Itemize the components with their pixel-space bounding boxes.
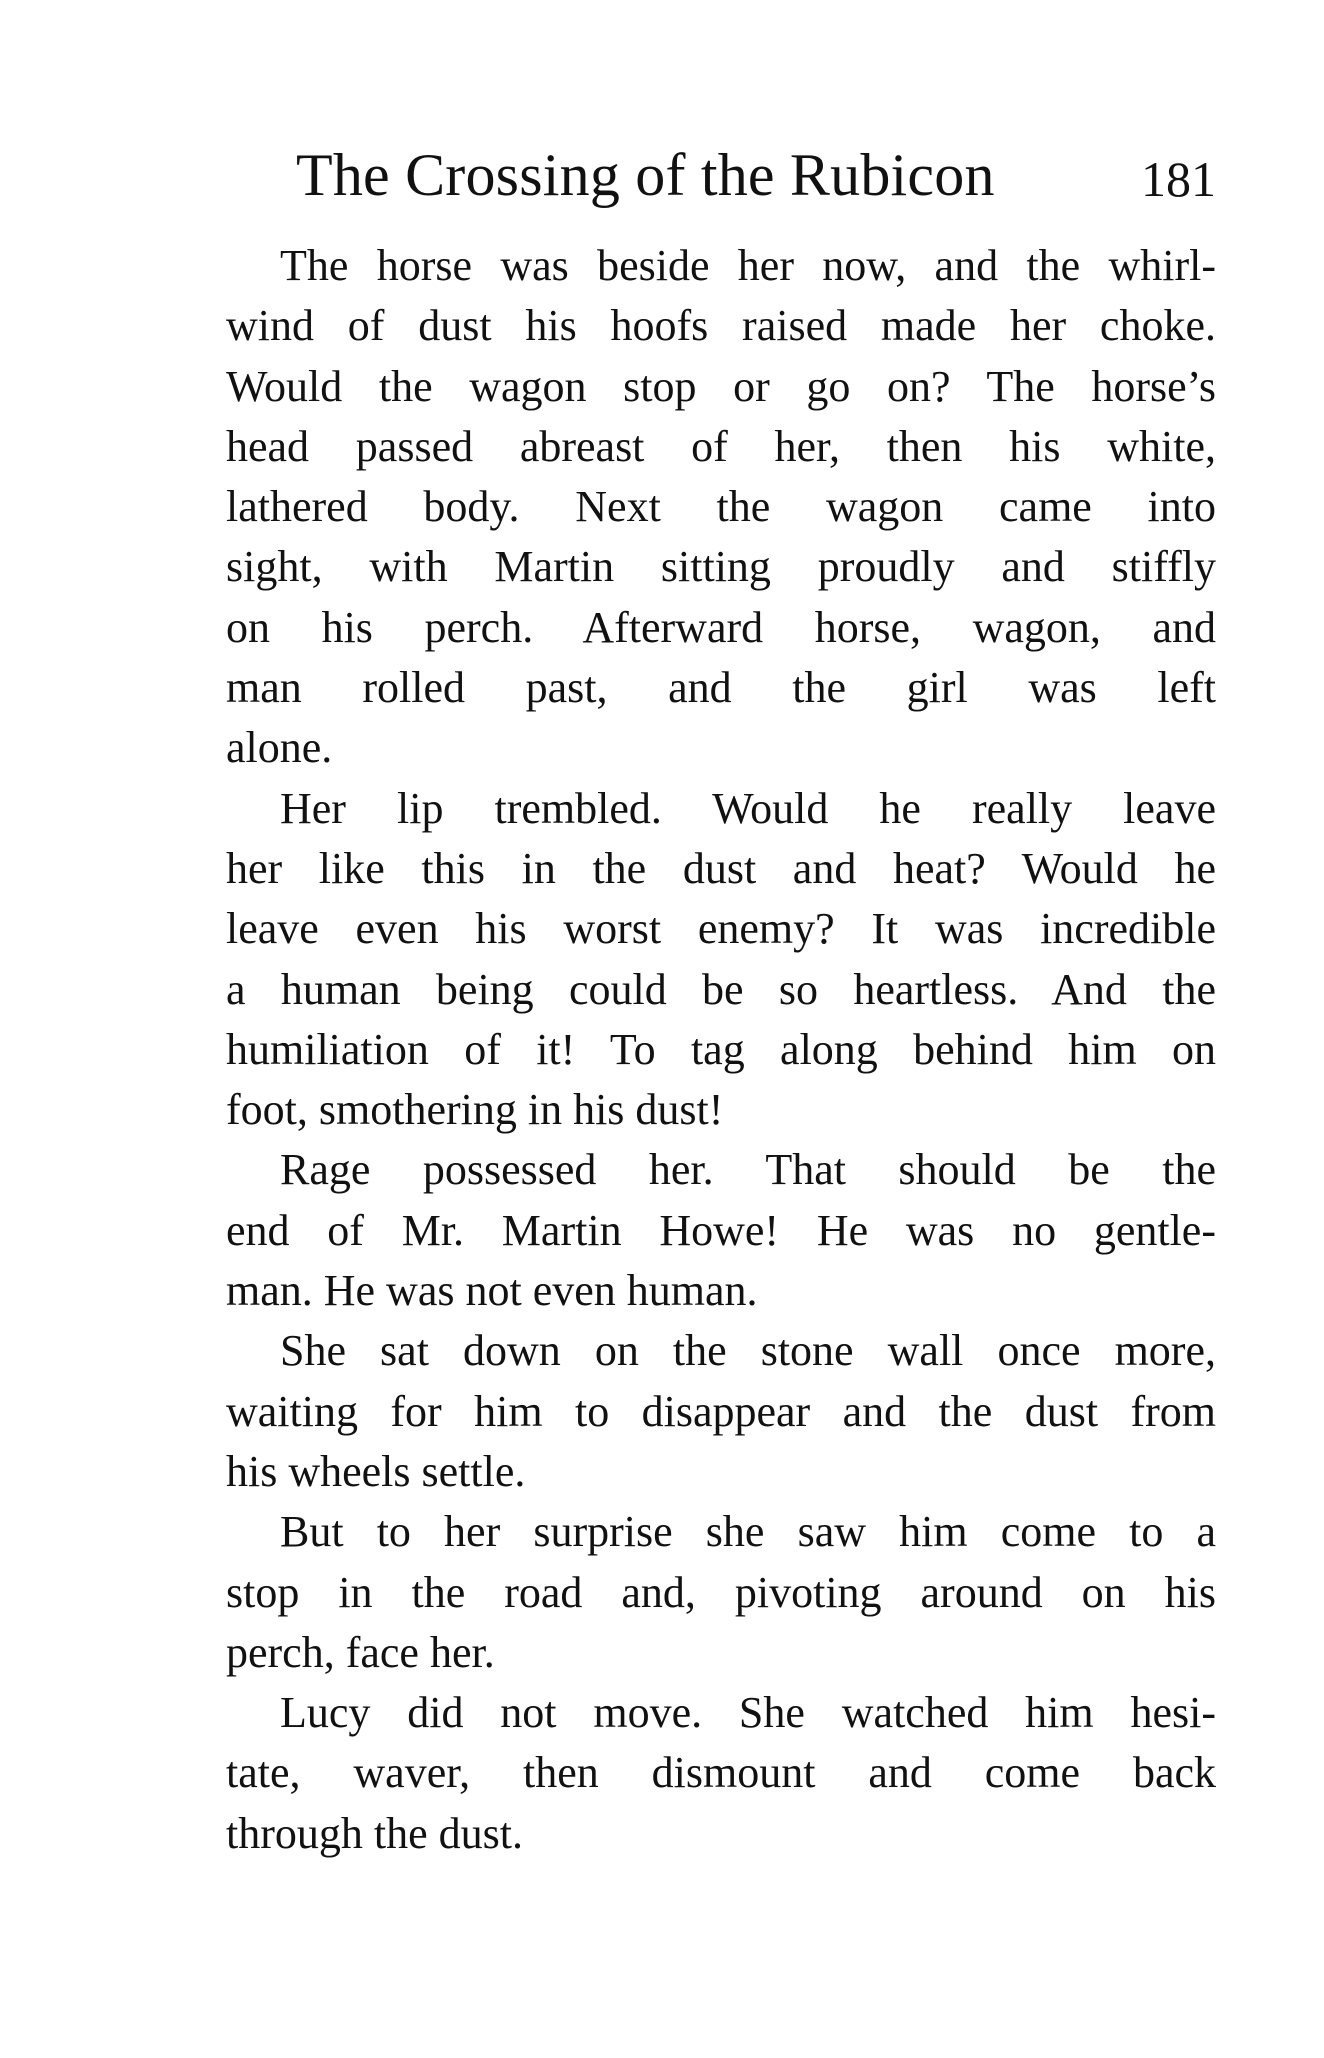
text-line: She sat down on the stone wall once more, [280,1326,1216,1376]
text-line: stop in the road and, pivoting around on his [226,1567,1216,1617]
paragraph [226,1321,1216,1502]
text-line: on his perch. Afterward horse, wagon, and [226,602,1216,652]
text-line: Her lip trembled. Would he really leave [280,783,1216,833]
text-line: leave even his worst enemy? It was incredible [226,904,1216,954]
text-line: end of Mr. Martin Howe! He was no gentle- [226,1205,1216,1255]
running-title: The Crossing of the Rubicon [296,142,995,208]
text-line: man. He was not even human. [226,1266,758,1316]
text-line: head passed abreast of her, then his white, [226,421,1216,471]
text-line: wind of dust his hoofs raised made her choke. [226,301,1216,351]
paragraph [226,1683,1216,1864]
paragraph [226,1140,1216,1321]
text-line: The horse was beside her now, and the whirl- [280,241,1216,290]
text-line: foot, smothering in his dust! [226,1085,724,1135]
paragraph [226,1502,1216,1683]
text-line: sight, with Martin sitting proudly and stiffly [226,542,1216,592]
running-head [296,140,1216,220]
paragraph [226,779,1216,1141]
text-line: a human being could be so heartless. And the [226,964,1216,1014]
text-line: humiliation of it! To tag along behind him on [226,1024,1216,1074]
text-line: tate, waver, then dismount and come back [226,1748,1216,1798]
body-text [226,236,1216,1864]
text-line: lathered body. Next the wagon came into [226,482,1216,532]
text-line: perch, face her. [226,1627,495,1677]
text-line: Rage possessed her. That should be the [280,1145,1216,1195]
text-line: through the dust. [226,1808,523,1858]
text-line: waiting for him to disappear and the dust from [226,1386,1216,1436]
paragraph [226,236,1216,779]
text-line: his wheels settle. [226,1446,526,1496]
text-line: But to her surprise she saw him come to a [280,1507,1216,1557]
text-line: man rolled past, and the girl was left [226,663,1216,713]
text-line: alone. [226,723,333,773]
text-line: Lucy did not move. She watched him hesi- [280,1688,1216,1738]
page-number: 181 [1141,151,1216,207]
text-line: her like this in the dust and heat? Would he [226,843,1216,893]
text-line: Would the wagon stop or go on? The horse’s [226,361,1216,411]
